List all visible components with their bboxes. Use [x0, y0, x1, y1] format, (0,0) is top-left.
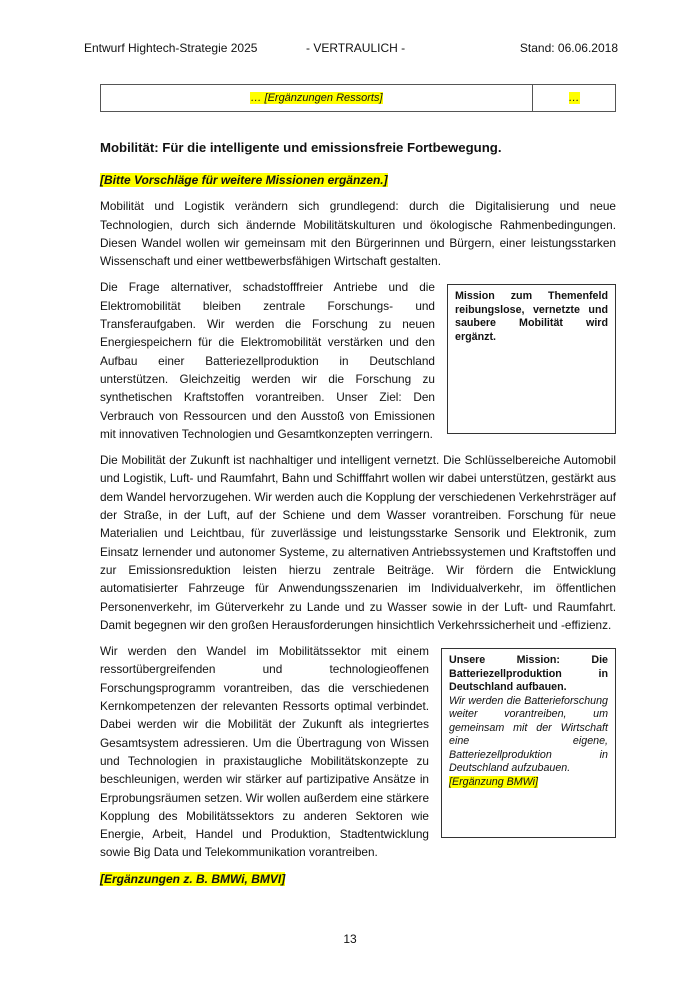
paragraph-2: Die Frage alternativer, schadstofffreier Antriebe und die Elektromobilität bleiben zentrale Forschungs- und Transferaufgaben. Wir werden die Forschung zu neuen Energiespeichern für die Elektromobilität verstärken und den Aufbau einer Batteriezellproduktion in Deutschland unterstützen. Gleichzeitig werden wir die Forschung zu synthetischen Kraftstoffen vorantreiben. Unser Ziel: Den Verbrauch von Ressourcen und den Ausstoß von Emissionen mit innovativen Technologien und Gesamtkonzepten verringern. — [100, 280, 435, 441]
page-header — [84, 41, 618, 57]
header-title: Entwurf Hightech-Strategie 2025 — [84, 41, 258, 55]
section-title: Mobilität: Für die intelligente und emissionsfreie Fortbewegung. — [100, 140, 502, 155]
header-date: Stand: 06.06.2018 — [519, 41, 618, 55]
page-number: 13 — [343, 932, 357, 946]
paragraph-4: Wir werden den Wandel im Mobilitätssektor mit einem ressortübergreifenden und technologieoffenen Forschungsprogramm vorantreiben, das die verschiedenen Kernkompetenzen der relevanten Ressorts optimal verbindet. Dabei werden wir die Mobilität der Zukunft als integriertes Gesamtsystem adressieren. Um die Übertragung von Wissen und Technologien in praxistaugliche Mobilitätskonzepte zu beschleunigen, werden wir stärker auf partizipative Ansätze in Erprobungsräumen setzen. Wir wollen außerdem eine stärkere Kopplung des Mobilitätssektors zu anderen Sektoren wie Energie, Arbeit, Handel und Produktion, Stadtentwicklung sowie Big Data und Telekommunikation vorantreiben. — [100, 644, 429, 860]
ressort-table — [100, 84, 616, 112]
main-content — [100, 139, 616, 896]
sidebox-battery-note: [Ergänzung BMWi] — [449, 775, 539, 788]
missions-note-text: [Bitte Vorschläge für weitere Missionen ergänzen.] — [100, 173, 388, 187]
paragraph-1: Mobilität und Logistik verändern sich grundlegend: durch die Digitalisierung und neue Technologien, durch sich ändernde Mobilitätskulturen und ökologische Rahmenbedingungen. Diesen Wandel wollen wir gemeinsam mit den Bürgerinnen und Bürgern, einer leistungsstarken Wissenschaft und einer wettbewerbsfähigen Wirtschaft gestalten. — [100, 199, 616, 269]
sidebox-mission-battery — [441, 648, 616, 838]
bottom-note — [100, 870, 616, 888]
sidebox-battery-body: Wir werden die Batterieforschung weiter vorantreiben, um gemeinsam mit der Wirtschaft eine eigene, Batteriezellproduktion in Deutschland aufzubauen. — [449, 694, 608, 775]
ressort-ellipsis-text: … — [568, 92, 580, 104]
ressort-additions-text: … [Ergänzungen Ressorts] — [250, 92, 383, 104]
paragraph-3: Die Mobilität der Zukunft ist nachhaltiger und intelligent vernetzt. Die Schlüsselbereiche Automobil und Logistik, Luft- und Raumfahrt, Bahn und Schifffahrt wollen wir dabei unterstützen, gestärkt aus dem Wandel hervorzugehen. Wir werden auch die Kopplung der verschiedenen Verkehrsträger auf der Straße, in der Luft, auf der Schiene und dem Wasser vorantreiben. Forschung für neue Materialien und Leichtbau, für zuverlässige und leistungsstarke Sensorik und Elektronik, zum Einsatz lernender und autonomer Systeme, zu alternativen Antriebssystemen und Kraftstoffen und zur Emissionsreduktion leisten hierzu zentrale Beiträge. Wir fördern die Entwicklung automatisierter Fahrzeuge für Anwendungsszenarien im Individualverkehr, im öffentlichen Personenverkehr, im Güterverkehr zu Lande und zu Wasser sowie in der Luft- und Raumfahrt. Damit begegnen wir den großen Herausforderungen hinsichtlich Verkehrssicherheit und -effizienz. — [100, 453, 616, 632]
sidebox-mission-mobility: Mission zum Themenfeld reibungslose, vernetzte und saubere Mobilität wird ergänzt. — [447, 284, 616, 434]
header-confidential: - VERTRAULICH - — [306, 41, 406, 55]
ressort-table-cell-2 — [533, 85, 615, 111]
ressort-table-cell-1 — [101, 85, 533, 111]
sidebox-battery-title: Unsere Mission: Die Batteriezellproduktion in Deutschland aufbauen. — [449, 654, 608, 694]
missions-note — [100, 171, 616, 189]
bottom-note-text: [Ergänzungen z. B. BMWi, BMVI] — [100, 871, 286, 886]
